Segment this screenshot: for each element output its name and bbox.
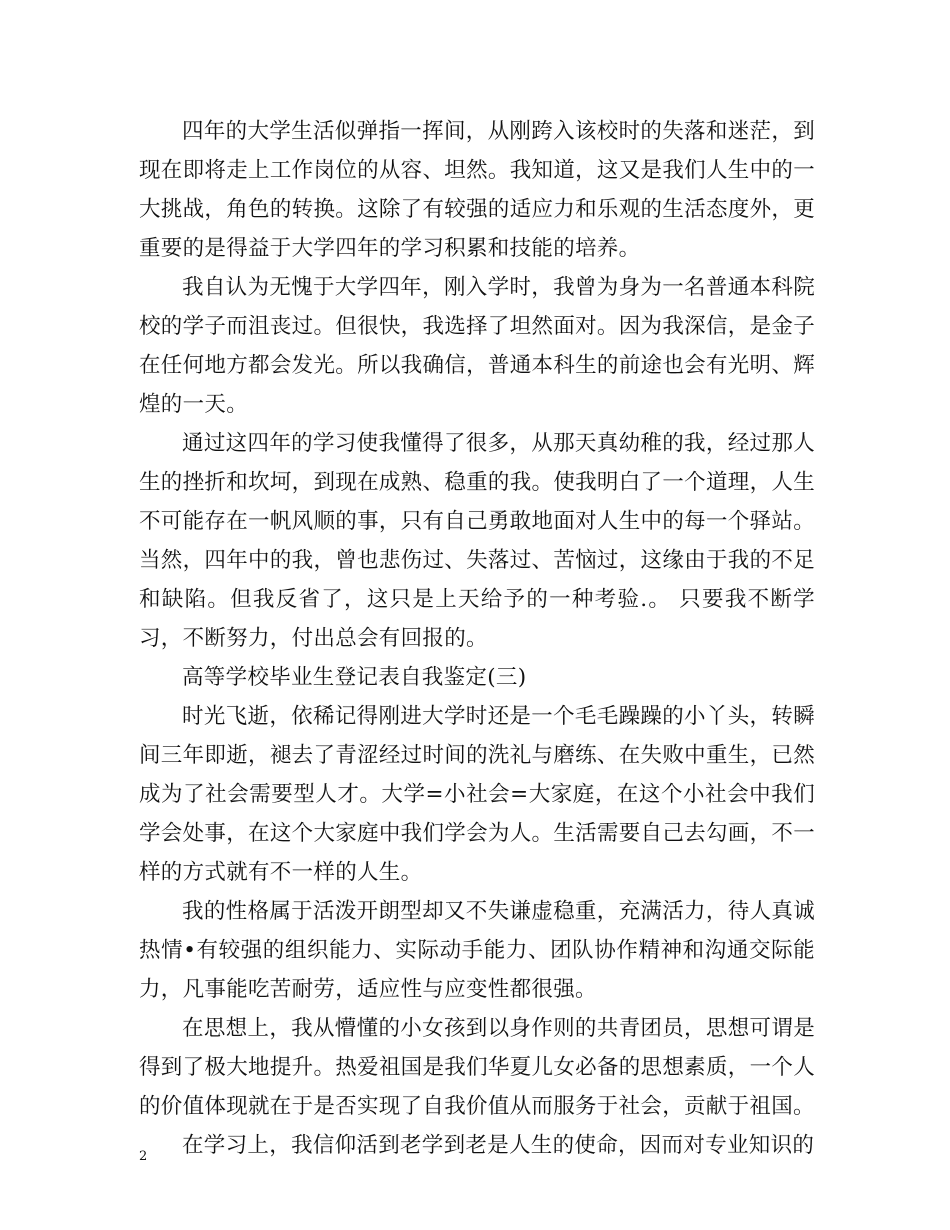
paragraph: 我自认为无愧于大学四年，刚入学时，我曾为身为一名普通本科院校的学子而沮丧过。但很快，我选择了坦然面对。因为我深信，是金子在任何地方都会发光。所以我确信，普通本科生的前途也会有光明、辉煌的一天。: [139, 275, 815, 417]
paragraph: 在思想上，我从懵懂的小女孩到以身作则的共青团员，思想可谓是得到了极大地提升。热爱祖国是我们华夏儿女必备的思想素质，一个人的价值体现就在于是否实现了自我价值从而服务于社会，贡献于祖国。: [139, 1016, 815, 1119]
paragraph: 通过这四年的学习使我懂得了很多，从那天真幼稚的我，经过那人生的挫折和坎坷，到现在成熟、稳重的我。使我明白了一个道理，人生不可能存在一帆风顺的事，只有自己勇敢地面对人生中的每一个驿站。当然，四年中的我，曾也悲伤过、失落过、苦恼过，这缘由于我的不足和缺陷。但我反省了，这只是上天给予的一种考验.。 只要我不断学习，不断努力，付出总会有回报的。: [139, 431, 815, 651]
paragraph: 我的性格属于活泼开朗型却又不失谦虚稳重，充满活力，待人真诚热情•有较强的组织能力、实际动手能力、团队协作精神和沟通交际能力，凡事能吃苦耐劳，适应性与应变性都很强。: [139, 899, 815, 1002]
document-body: [139, 112, 815, 1165]
section-heading: 高等学校毕业生登记表自我鉴定(三): [182, 665, 527, 690]
page-number: 2: [139, 1149, 148, 1164]
paragraph: 在学习上，我信仰活到老学到老是人生的使命，因而对专业知识的: [182, 1133, 815, 1158]
paragraph: 时光飞逝，依稀记得刚进大学时还是一个毛毛躁躁的小丫头，转瞬间三年即逝，褪去了青涩经过时间的洗礼与磨练、在失败中重生，已然成为了社会需要型人才。大学=小社会=大家庭，在这个小社会中我们学会处事，在这个大家庭中我们学会为人。生活需要自己去勾画，不一样的方式就有不一样的人生。: [139, 704, 815, 885]
paragraph: 四年的大学生活似弹指一挥间，从刚跨入该校时的失落和迷茫，到现在即将走上工作岗位的从容、坦然。我知道，这又是我们人生中的一大挑战，角色的转换。这除了有较强的适应力和乐观的生活态度外，更重要的是得益于大学四年的学习积累和技能的培养。: [139, 119, 815, 261]
